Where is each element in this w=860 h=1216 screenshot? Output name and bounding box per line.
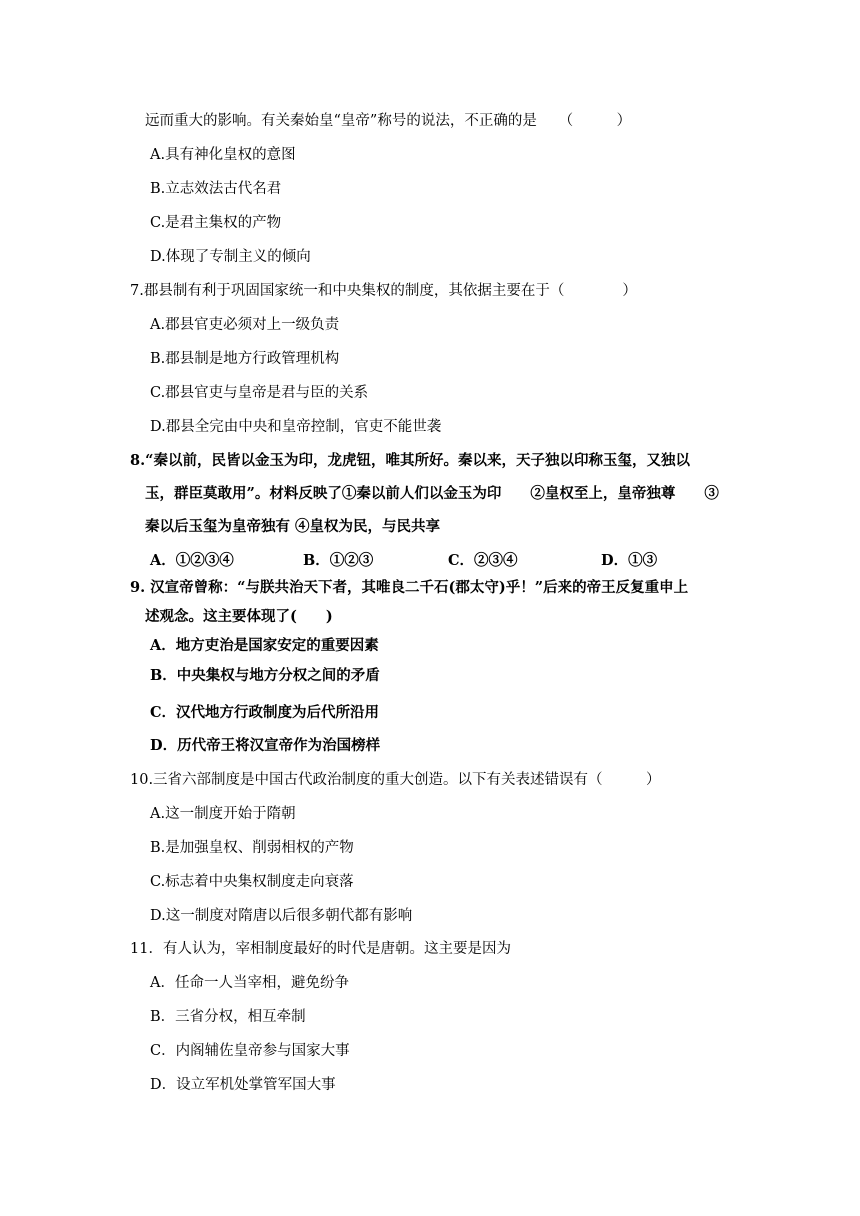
q8-option-c: C．②③④ [448,552,518,569]
q11-option-b: B．三省分权，相互牵制 [150,1009,306,1025]
q7-option-b: B.郡县制是地方行政管理机构 [150,351,340,367]
q8-stem-line-1: 8.“秦以前，民皆以金玉为印，龙虎钮，唯其所好。秦以来，天子独以印称玉玺，又独以 [130,452,690,469]
q8-options-row [150,551,670,571]
q11-option-d: D．设立军机处掌管军国大事 [150,1077,336,1093]
q8-option-a: A．①②③④ [150,552,234,569]
q8-stem-line-2: 玉，群臣莫敢用”。材料反映了①秦以前人们以金玉为印 ②皇权至上，皇帝独尊 ③ [145,485,719,502]
q11-option-a: A．任命一人当宰相，避免纷争 [150,975,349,991]
q9-option-c: C．汉代地方行政制度为后代所沿用 [150,704,380,721]
q8-option-d: D．①③ [601,552,658,569]
q11-option-c: C．内阁辅佐皇帝参与国家大事 [150,1043,350,1059]
q7-option-d: D.郡县全完由中央和皇帝控制，官吏不能世袭 [150,419,442,435]
q9-stem-line-2: 述观念。这主要体现了( ) [145,608,333,625]
q6-stem: 远而重大的影响。有关秦始皇“皇帝”称号的说法，不正确的是 （ ） [145,113,632,129]
q6-option-b: B.立志效法古代名君 [150,181,282,197]
q10-stem: 10.三省六部制度是中国古代政治制度的重大创造。以下有关表述错误有（ ） [130,772,661,788]
q9-option-d: D．历代帝王将汉宣帝作为治国榜样 [150,737,381,754]
q8-option-b: B．①②③ [303,552,374,569]
q10-option-b: B.是加强皇权、削弱相权的产物 [150,840,354,856]
q7-option-a: A.郡县官吏必须对上一级负责 [150,317,340,333]
q10-option-d: D.这一制度对隋唐以后很多朝代都有影响 [150,908,413,924]
q9-stem-line-1: 9. 汉宣帝曾称：“与朕共治天下者，其唯良二千石(郡太守)乎！”后来的帝王反复重申上 [130,579,689,596]
q7-stem: 7.郡县制有利于巩固国家统一和中央集权的制度，其依据主要在于（ ） [130,283,637,299]
q9-option-a: A．地方吏治是国家安定的重要因素 [150,637,379,654]
q6-option-d: D.体现了专制主义的倾向 [150,249,311,265]
q9-option-b: B．中央集权与地方分权之间的矛盾 [150,667,380,684]
q7-option-c: C.郡县官吏与皇帝是君与臣的关系 [150,385,369,401]
q6-option-a: A.具有神化皇权的意图 [150,147,296,163]
q10-option-c: C.标志着中央集权制度走向衰落 [150,874,354,890]
q8-stem-line-3: 秦以后玉玺为皇帝独有 ④皇权为民，与民共享 [145,518,441,535]
q10-option-a: A.这一制度开始于隋朝 [150,806,296,822]
q6-option-c: C.是君主集权的产物 [150,215,282,231]
q11-stem: 11．有人认为，宰相制度最好的时代是唐朝。这主要是因为 [130,941,511,957]
